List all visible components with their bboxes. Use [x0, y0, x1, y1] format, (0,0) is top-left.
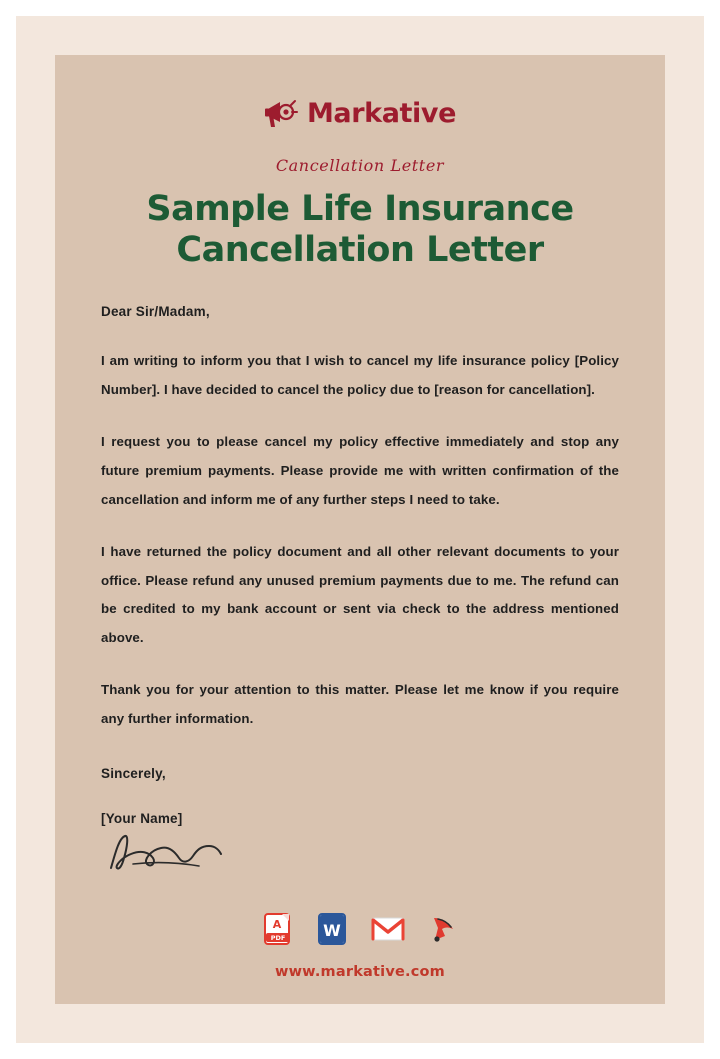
- megaphone-icon: [264, 97, 298, 129]
- svg-text:A: A: [272, 918, 282, 931]
- page-title-line-2: Cancellation Letter: [176, 229, 544, 270]
- salutation: Dear Sir/Madam,: [101, 304, 210, 320]
- page-title-line-1: Sample Life Insurance: [146, 189, 574, 229]
- page-title: [95, 189, 625, 270]
- letter-footer: [55, 913, 665, 980]
- letter-paragraph: I request you to please cancel my policy effective immediately and stop any future premium payments. Please provide me with written confirmation of the cancellation and inform me of any further steps I need to take.: [101, 434, 619, 507]
- svg-text:W: W: [323, 921, 341, 940]
- share-icon[interactable]: [429, 914, 457, 949]
- letter-body: [101, 304, 619, 875]
- brand-name: Markative: [306, 97, 457, 129]
- document-outer-frame: [16, 16, 704, 1043]
- website-link[interactable]: www.markative.com: [274, 964, 445, 980]
- svg-text:PDF: PDF: [270, 934, 286, 942]
- letter-paragraph: I am writing to inform you that I wish to cancel my life insurance policy [Policy Number]. I have decided to cancel the policy due to [reason for cancellation].: [101, 353, 619, 397]
- letter-eyebrow: Cancellation Letter: [275, 156, 445, 175]
- closing: Sincerely,: [101, 765, 166, 781]
- signer-name: [Your Name]: [101, 810, 183, 826]
- letter-paragraph: Thank you for your attention to this matter. Please let me know if you require any further information.: [101, 682, 619, 726]
- word-icon[interactable]: [317, 913, 347, 950]
- letter-paragraph: I have returned the policy document and all other relevant documents to your office. Please refund any unused premium payments due to me. The refund can be credited to my bank account or sent via check to the address mentioned above.: [101, 544, 619, 645]
- signature-image: [105, 828, 225, 876]
- brand-header: [55, 97, 665, 129]
- footer-icon-row: [55, 913, 665, 950]
- letter-sheet: [55, 55, 665, 1004]
- gmail-icon[interactable]: [371, 916, 405, 947]
- pdf-icon[interactable]: [263, 913, 293, 950]
